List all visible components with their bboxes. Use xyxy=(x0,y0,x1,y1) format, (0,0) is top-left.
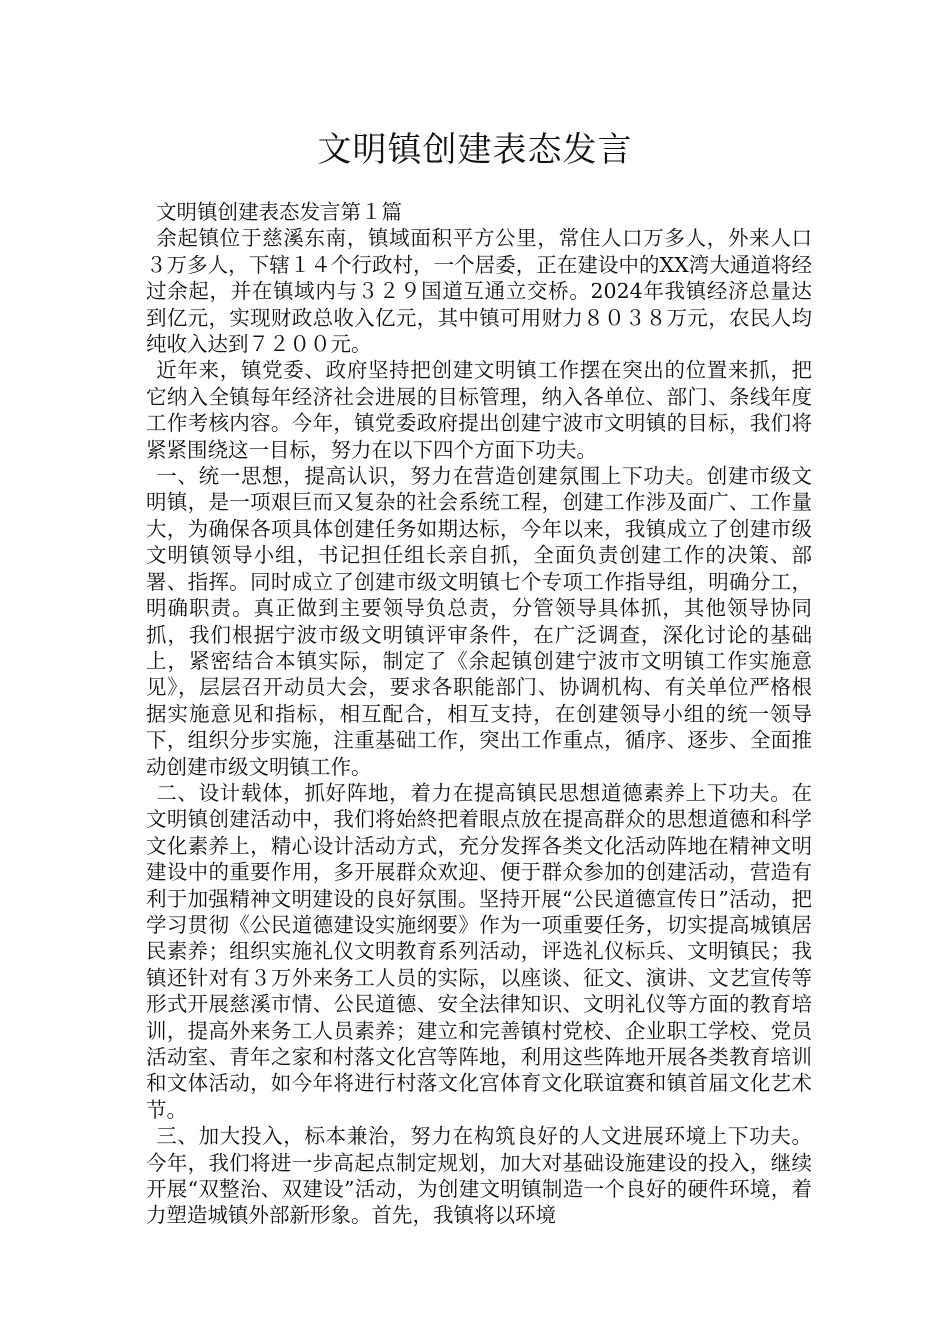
paragraph-background: 近年来，镇党委、政府坚持把创建文明镇工作摆在突出的位置来抓，把它纳入全镇每年经济社会进展的目标管理，纳入各单位、部门、条线年度工作考核内容。今年，镇党委政府提出创建宁波市文明镇的目标，我们将紧紧围绕这一目标，努力在以下四个方面下功夫。 xyxy=(146,358,812,462)
paragraph-point-two: 二、设计载体，抓好阵地，着力在提高镇民思想道德素养上下功夫。在文明镇创建活动中，我们将始終把着眼点放在提高群众的思想道德和科学文化素养上，精心设计活动方式，充分发挥各类文化活动阵地在精神文明建设中的重要作用，多开展群众欢迎、便于群众参加的创建活动，营造有利于加强精神文明建设的良好氛围。坚持开展“公民道德宣传日”活动，把学习贯彻《公民道德建设实施纲要》作为一项重要任务，切实提高城镇居民素养；组织实施礼仪文明教育系列活动，评选礼仪标兵、文明镇民；我镇还针对有３万外来务工人员的实际，以座谈、征文、演讲、文艺宣传等形式开展慈溪市情、公民道德、安全法律知识、文明礼仪等方面的教育培训，提高外来务工人员素养；建立和完善镇村党校、企业职工学校、党员活动室、青年之家和村落文化宫等阵地，利用这些阵地开展各类教育培训和文体活动，如今年将进行村落文化宫体育文化联谊赛和镇首届文化艺术节。 xyxy=(146,780,812,1122)
document-body xyxy=(146,199,812,1229)
paragraph-point-one: 一、统一思想，提高认识，努力在营造创建氛围上下功夫。创建市级文明镇，是一项艰巨而又复杂的社会系统工程，创建工作涉及面广、工作量大，为确保各项具体创建任务如期达标，今年以来，我镇成立了创建市级文明镇领导小组，书记担任组长亲自抓，全面负责创建工作的决策、部署、指挥。同时成立了创建市级文明镇七个专项工作指导组，明确分工，明确职责。真正做到主要领导负总责，分管领导具体抓，其他领导协同抓，我们根据宁波市级文明镇评审条件，在广泛调查，深化讨论的基础上，紧密结合本镇实际，制定了《余起镇创建宁波市文明镇工作实施意见》，层层召开动员大会，要求各职能部门、协调机构、有关单位严格根据实施意见和指标，相互配合，相互支持，在创建领导小组的统一领导下，组织分步实施，注重基础工作，突出工作重点，循序、逐步、全面推动创建市级文明镇工作。 xyxy=(146,464,812,779)
document-title: 文明镇创建表态发言 xyxy=(317,130,633,170)
paragraph-point-three: 三、加大投入，标本兼治，努力在构筑良好的人文进展环境上下功夫。今年，我们将进一步高起点制定规划，加大对基础设施建设的投入，继续开展“双整治、双建设”活动，为创建文明镇制造一个良好的硬件环境，着力塑造城镇外部新形象。首先，我镇将以环境 xyxy=(146,1124,812,1228)
paragraph-intro: 余起镇位于慈溪东南，镇域面积平方公里，常住人口万多人，外来人口３万多人，下辖１４个行政村，一个居委，正在建设中的XX湾大通道将经过余起，并在镇域内与３２９国道互通立交桥。2024年我镇经济总量达到亿元，实现财政总收入亿元，其中镇可用财力８０３８万元，农民人均纯收入达到７２００元。 xyxy=(146,226,812,357)
section-heading: 文明镇创建表态发言第１篇 xyxy=(156,200,402,224)
